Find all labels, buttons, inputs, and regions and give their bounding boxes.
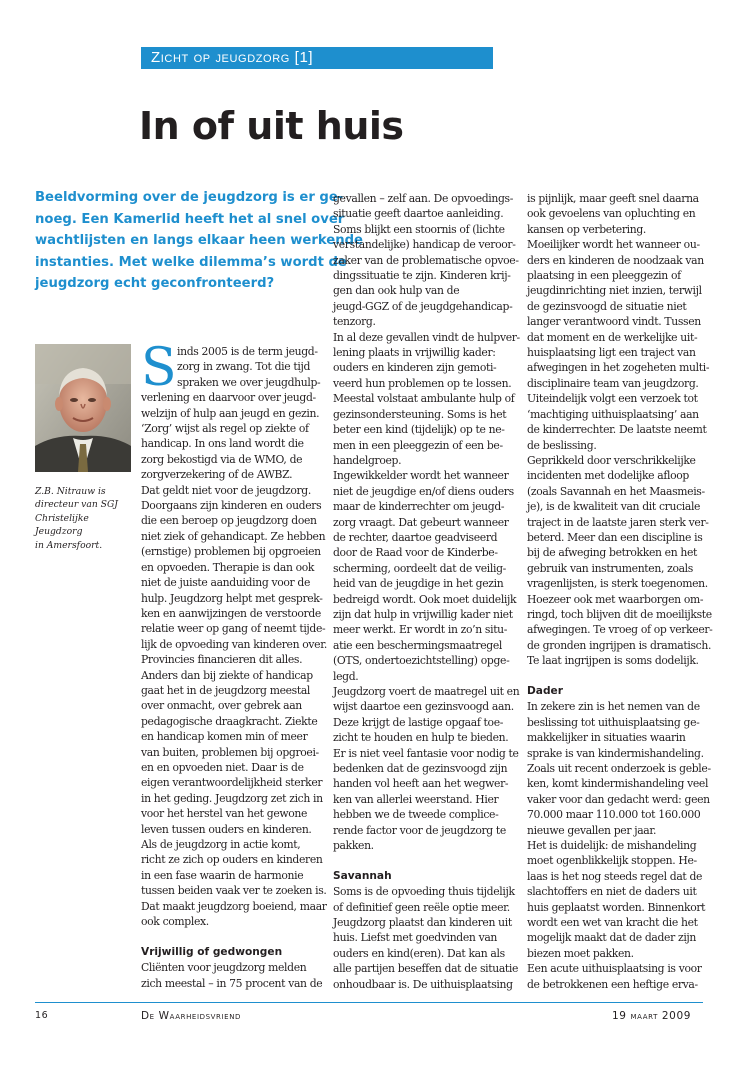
text-line: of definitief geen reële optie meer. <box>333 900 510 914</box>
text-line: bij de afweging betrokken en het <box>527 546 698 560</box>
text-line: gevallen – zelf aan. De opvoedings- <box>333 192 514 205</box>
text-line: de gronden ingrijpen is dramatisch. <box>527 638 712 652</box>
text-line: zich meestal – in 75 procent van de <box>141 976 323 990</box>
text-line: jeugd-GGZ of de jeugdgehandicap- <box>333 299 513 313</box>
text-line: Ingewikkelder wordt het wanneer <box>333 469 509 483</box>
text-line: zorg bekostigd via de WMO, de <box>141 452 303 466</box>
page-number: 16 <box>35 1010 49 1021</box>
text-line: jeugdinrichting niet inzien, terwijl <box>527 284 702 298</box>
text-line: (OTS, ondertoezichtstelling) opge- <box>333 654 510 668</box>
text-line: biezen moet pakken. <box>527 946 634 960</box>
text-line: Uiteindelijk volgt een verzoek tot <box>527 392 698 406</box>
text-line: gebruik van instrumenten, zoals <box>527 561 693 575</box>
author-portrait <box>35 344 131 472</box>
section-subheading: Dader <box>527 684 563 697</box>
text-line: en opvoeden. Therapie is dan ook <box>141 560 315 574</box>
publication-name: De Waarheidsvriend <box>141 1010 242 1022</box>
caption-line: Z.B. Nitrauw is <box>35 486 106 497</box>
text-line: zaker van de problematische opvoe- <box>333 253 519 267</box>
text-line: situatie geeft daartoe aanleiding. <box>333 207 504 221</box>
text-line: ringd, toch blijven dit de moeilijkste <box>527 607 712 621</box>
caption-line: in Amersfoort. <box>35 539 103 551</box>
text-line: in een fase waarin de harmonie <box>141 868 304 882</box>
text-line: de beslissing. <box>527 438 597 452</box>
text-line: zorgverzekering of de AWBZ. <box>141 468 293 482</box>
text-line: (ernstige) problemen bij opgroeien <box>141 545 321 559</box>
text-line: Dat geldt niet voor de jeugdzorg. <box>141 483 311 497</box>
text-line: en handicap komen min of meer <box>141 730 308 744</box>
section-subheading: Vrijwillig of gedwongen <box>141 945 283 958</box>
text-line: moet ogenblikkelijk stoppen. He- <box>527 854 697 868</box>
text-line: gezinsondersteuning. Soms is het <box>333 407 507 421</box>
footer-rule <box>35 1002 703 1003</box>
text-line: je), is de kwaliteit van dit cruciale <box>527 500 701 514</box>
lead-line: jeugdzorg echt geconfronteerd? <box>35 276 275 291</box>
body-column-1 <box>141 338 327 991</box>
text-line: tenzorg. <box>333 315 376 329</box>
caption-line: directeur van SGJ <box>35 499 118 511</box>
paragraph-gap <box>333 853 511 868</box>
text-line: ook gevoelens van opluchting en <box>527 207 696 221</box>
text-line: tussen beiden vaak ver te zoeken is. <box>141 884 327 898</box>
text-line: dingssituatie te zijn. Kinderen krij- <box>333 269 511 283</box>
text-line: wijst daartoe een gezinsvoogd aan. <box>333 700 514 714</box>
drop-cap: S <box>141 338 177 398</box>
lead-line: noeg. Een Kamerlid heeft het al snel over <box>35 211 345 227</box>
text-line: Er is niet veel fantasie voor nodig te <box>333 746 519 760</box>
text-line: gen dan ook hulp van de <box>333 284 460 298</box>
text-line: Jeugdzorg plaatst dan kinderen uit <box>333 916 512 930</box>
text-line: veerd hun problemen op te lossen. <box>333 376 512 390</box>
body-column-3 <box>527 191 713 992</box>
text-line: alle partijen beseffen dat de situatie <box>333 962 519 976</box>
text-line: ken van allerlei weerstand. Hier <box>333 792 499 806</box>
text-line: Geprikkeld door verschrikkelijke <box>527 453 696 467</box>
text-line: hebben we de tweede complice- <box>333 808 499 822</box>
text-line: verlening en daarvoor over jeugd- <box>141 391 316 405</box>
text-line: beslissing tot uithuisplaatsing ge- <box>527 715 700 729</box>
lead-line: Beeldvorming over de jeugdzorg is er ge- <box>35 190 344 205</box>
text-line: ders en kinderen de noodzaak van <box>527 253 704 267</box>
caption-line: Christelijke Jeugdzorg <box>35 512 89 538</box>
text-line: Anders dan bij ziekte of handicap <box>141 668 313 682</box>
text-line: huisplaatsing ligt een traject van <box>527 346 696 360</box>
text-line: Als de jeugdzorg in actie komt, <box>141 838 301 851</box>
text-line: Deze krijgt de lastige opgaaf toe- <box>333 715 504 729</box>
text-line: afwegingen. Te vroeg of op verkeer- <box>527 623 713 637</box>
text-line: In al deze gevallen vindt de hulpver- <box>333 330 520 344</box>
text-line: handen vol heeft aan het wegwer- <box>333 777 509 791</box>
text-line: is pijnlijk, maar geeft snel daarna <box>527 192 699 205</box>
text-line: Jeugdzorg voert de maatregel uit en <box>333 685 520 698</box>
text-line: Moeilijker wordt het wanneer ou- <box>527 238 700 252</box>
text-line: makkelijker in situaties waarin <box>527 731 686 745</box>
text-line: disciplinaire team van jeugdzorg. <box>527 376 699 390</box>
author-photo-image <box>35 344 131 472</box>
text-line: bedreigd wordt. Ook moet duidelijk <box>333 592 517 606</box>
text-line: In zekere zin is het nemen van de <box>527 700 700 714</box>
text-line: van buiten, problemen bij opgroei- <box>141 745 319 759</box>
text-line: inds 2005 is de term jeugd- <box>177 345 318 358</box>
text-line: laas is het nog steeds regel dat de <box>527 869 703 883</box>
text-line: Het is duidelijk: de mishandeling <box>527 839 697 853</box>
text-line: Soms blijkt een stoornis of (lichte <box>333 222 505 236</box>
text-line: maar de kinderrechter om jeugd- <box>333 500 505 514</box>
lead-lines <box>35 187 363 295</box>
text-line: pakken. <box>333 839 374 853</box>
text-line: zicht te houden en hulp te bieden. <box>333 731 509 745</box>
paragraph-gap <box>141 929 319 944</box>
text-line: in het geding. Jeugdzorg zet zich in <box>141 791 323 805</box>
text-line: vragenlijsten, is sterk toegenomen. <box>527 577 708 591</box>
text-line: scherming, oordeelt dat de veilig- <box>333 561 506 575</box>
text-line: atie een beschermingsmaatregel <box>333 638 502 652</box>
text-line: sprake is van kindermishandeling. <box>527 746 704 760</box>
text-line: plaatsing in een pleeggezin of <box>527 269 681 283</box>
text-line: Meestal volstaat ambulante hulp of <box>333 392 515 406</box>
text-line: nieuwe gevallen per jaar. <box>527 823 657 837</box>
text-line: voor het herstel van het gewone <box>141 807 308 821</box>
text-line: en en opvoeden niet. Daar is de <box>141 760 304 774</box>
text-line: vaker voor dan gedacht werd: geen <box>527 792 710 806</box>
series-header-bar <box>141 47 493 69</box>
text-line: ouders en kind(eren). Dat kan als <box>333 946 505 960</box>
text-line: de betrokkenen een heftige erva- <box>527 977 698 991</box>
text-line: incidenten met dodelijke afloop <box>527 469 689 483</box>
text-line: mogelijk maakt dat de dader zijn <box>527 931 697 945</box>
text-line: ook complex. <box>141 915 209 929</box>
publication-date: 19 maart 2009 <box>612 1010 691 1022</box>
text-line: relatie weer op gang of neemt tijde- <box>141 622 326 636</box>
text-line: ouders en kinderen zijn gemoti- <box>333 361 497 375</box>
text-line: door de Raad voor de Kinderbe- <box>333 546 498 560</box>
text-line: Soms is de opvoeding thuis tijdelijk <box>333 885 515 899</box>
text-line: handicap. In ons land wordt die <box>141 437 304 451</box>
text-line: afwegingen in het zogeheten multi- <box>527 361 710 375</box>
text-line: Dat maakt jeugdzorg boeiend, maar <box>141 899 327 913</box>
text-line: Hoezeer ook met waarborgen om- <box>527 592 704 606</box>
text-line: beter een kind (tijdelijk) op te ne- <box>333 423 505 437</box>
text-line: zorg in zwang. Tot die tijd <box>177 360 311 374</box>
text-line: Cliënten voor jeugdzorg melden <box>141 961 307 975</box>
text-line: ‘machtiging uithuisplaatsing’ aan <box>527 407 699 421</box>
caption-lines <box>35 485 135 552</box>
section-subheading: Savannah <box>333 869 392 882</box>
text-line: kansen op verbetering. <box>527 222 646 236</box>
text-line: ken, komt kindermishandeling veel <box>527 777 709 791</box>
text-line: zorg vraagt. Dat gebeurt wanneer <box>333 515 509 529</box>
text-line: zijn dat hulp in vrijwillig kader niet <box>333 607 513 621</box>
text-line: welzijn of hulp aan jeugd en gezin. <box>141 406 320 420</box>
text-line: huis geplaatst worden. Binnenkort <box>527 900 706 914</box>
text-line: onhoudbaar is. De uithuisplaatsing <box>333 977 513 991</box>
lead-line: instanties. Met welke dilemma’s wordt de <box>35 254 347 270</box>
text-line: over onmacht, over gebrek aan <box>141 699 302 713</box>
text-line: ‘Zorg’ wijst als regel op ziekte of <box>141 422 309 436</box>
text-line: Te laat ingrijpen is soms dodelijk. <box>527 654 699 668</box>
text-line: beterd. Meer dan een discipline is <box>527 530 703 544</box>
text-line: leven tussen ouders en kinderen. <box>141 822 312 836</box>
text-line: Doorgaans zijn kinderen en ouders <box>141 499 322 513</box>
text-line: Provincies financieren dit alles. <box>141 653 303 667</box>
paragraph-gap <box>527 669 705 684</box>
text-line: de gezinsvoogd de situatie niet <box>527 299 687 313</box>
article-title: In of uit huis <box>139 104 404 148</box>
lead-paragraph <box>35 187 363 295</box>
text-line: bedenken dat de gezinsvoogd zijn <box>333 762 508 776</box>
text-line: niet de jeugdige en/of diens ouders <box>333 484 514 498</box>
text-line: handelgroep. <box>333 453 402 467</box>
text-line: huis. Liefst met goedvinden van <box>333 931 498 945</box>
series-title: Zicht op jeugdzorg [1] <box>151 49 314 66</box>
text-line: heid van de jeugdige in het gezin <box>333 577 504 591</box>
text-line: de rechter, daartoe geadviseerd <box>333 530 498 544</box>
text-line: Een acute uithuisplaatsing is voor <box>527 962 702 976</box>
text-line: lening plaats in vrijwillig kader: <box>333 346 496 360</box>
author-caption <box>35 485 135 552</box>
text-line: rende factor voor de jeugdzorg te <box>333 823 506 837</box>
text-line: (zoals Savannah en het Maasmeis- <box>527 484 705 498</box>
text-line: niet ziek of gehandicapt. Ze hebben <box>141 529 326 543</box>
text-line: eigen verantwoordelijkheid sterker <box>141 776 323 790</box>
text-line: hulp. Jeugdzorg helpt met gesprek- <box>141 591 323 605</box>
text-line: ken en aanwijzingen de verstoorde <box>141 606 321 620</box>
text-line: richt ze zich op ouders en kinderen <box>141 853 323 867</box>
body-column-2 <box>333 191 520 992</box>
text-line: die een beroep op jeugdzorg doen <box>141 514 317 528</box>
text-line: niet de juiste aanduiding voor de <box>141 576 311 590</box>
lead-line: wachtlijsten en langs elkaar heen werkende <box>35 233 363 248</box>
text-line: traject in de laatste jaren sterk ver- <box>527 515 709 529</box>
text-line: 70.000 maar 110.000 tot 160.000 <box>527 808 701 822</box>
text-line: meer werkt. Er wordt in zo’n situ- <box>333 623 508 637</box>
text-line: dat moment en de werkelijke uit- <box>527 330 698 344</box>
text-line: spraken we over jeugdhulp- <box>177 375 321 389</box>
text-line: legd. <box>333 669 359 683</box>
text-line: de kinderrechter. De laatste neemt <box>527 423 707 437</box>
text-line: Zoals uit recent onderzoek is geble- <box>527 762 711 776</box>
text-line: langer verantwoord vindt. Tussen <box>527 315 701 329</box>
text-line: pedagogische draagkracht. Ziekte <box>141 714 318 728</box>
text-line: verstandelijke) handicap de veroor- <box>333 238 516 252</box>
text-line: wordt een wet van kracht die het <box>527 916 698 930</box>
text-line: slachtoffers en niet de daders uit <box>527 885 697 899</box>
text-line: men in een pleeggezin of een be- <box>333 438 503 452</box>
text-line: gaat het in de jeugdzorg meestal <box>141 683 311 697</box>
text-line: lijk de opvoeding van kinderen over. <box>141 637 327 651</box>
